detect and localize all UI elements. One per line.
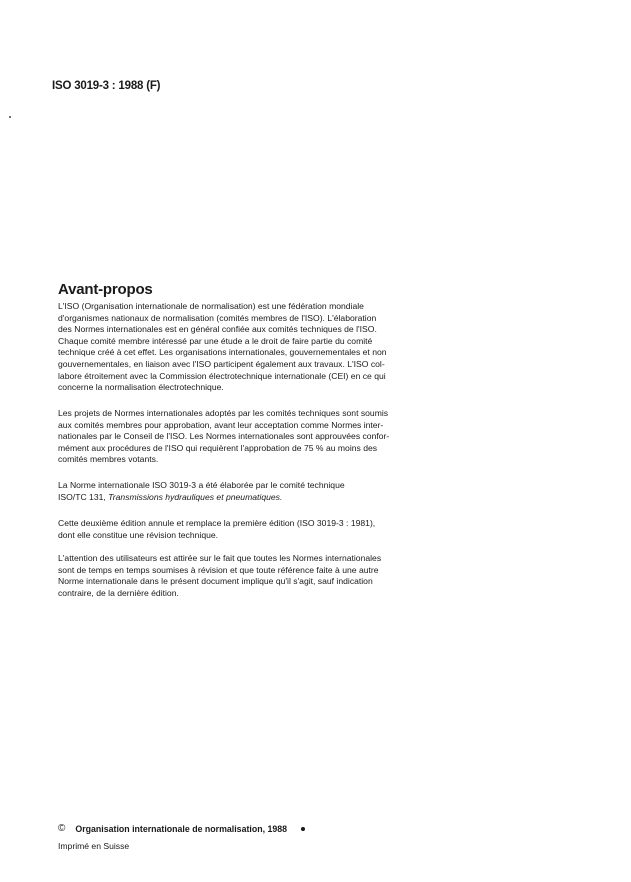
paragraph-line: Norme internationale dans le présent document implique qu'il s'agit, sauf indication [58,576,373,587]
paragraph-line: des Normes internationales est en général confiée aux comités techniques de l'ISO. [58,324,377,335]
paragraph-line: comités membres votants. [58,454,159,465]
paragraph-line: L'attention des utilisateurs est attirée sur le fait que toutes les Normes internationales [58,553,382,563]
foreword-paragraph-1 [58,301,573,394]
document-reference: ISO 3019-3 : 1988 (F) [52,80,161,92]
copyright-notice [58,823,305,834]
paragraph-line: contraire, de la dernière édition. [58,587,179,598]
paragraph-line: sont de temps en temps soumises à révision et que toute référence faite à une autre [58,564,379,575]
paragraph-line: mément aux procédures de l'ISO qui requièrent l'approbation de 75 % au moins des [58,442,378,453]
paragraph-line: dont elle constitue une révision technique. [58,529,219,540]
committee-title: Transmissions hydrauliques et pneumatiques. [108,491,283,502]
paragraph-line: Cette deuxième édition annule et remplace la première édition (ISO 3019-3 : 1981), [58,518,376,528]
paragraph-line: d'organismes nationaux de normalisation (comités membres de l'ISO). L'élaboration [58,312,377,323]
paragraph-line: aux comités membres pour approbation, avant leur acceptation comme Normes inter- [58,419,384,430]
committee-reference: ISO/TC 131, [58,491,109,502]
foreword-paragraph-3 [58,480,573,503]
printed-in: Imprimé en Suisse [58,841,130,851]
paragraph-line: concerne la normalisation électrotechnique. [58,382,224,393]
paragraph-line: Les projets de Normes internationales adoptés par les comités techniques sont soumis [58,408,389,418]
scan-speck [9,116,11,118]
foreword-paragraph-2 [58,408,573,466]
paragraph-line [58,492,573,504]
foreword-paragraph-5 [58,553,573,599]
bullet-icon [301,827,305,831]
copyright-symbol: © [58,823,66,834]
foreword-heading: Avant-propos [58,281,153,298]
paragraph-line: Chaque comité membre intéressé par une étude a le droit de faire partie du comité [58,335,373,346]
foreword-paragraph-4 [58,518,573,541]
paragraph-line: La Norme internationale ISO 3019-3 a été élaborée par le comité technique [58,480,345,490]
copyright-text: Organisation internationale de normalisation, 1988 [75,823,288,834]
paragraph-line: labore étroitement avec la Commission électrotechnique internationale (CEI) en ce qui [58,370,386,381]
paragraph-line: L'ISO (Organisation internationale de normalisation) est une fédération mondiale [58,301,364,311]
paragraph-line: gouvernementales, en liaison avec l'ISO participent également aux travaux. L'ISO col- [58,358,385,369]
paragraph-line: technique créé à cet effet. Les organisations internationales, gouvernementales et non [58,347,387,358]
paragraph-line: nationales par le Conseil de l'ISO. Les Normes internationales sont approuvées confor- [58,431,390,442]
